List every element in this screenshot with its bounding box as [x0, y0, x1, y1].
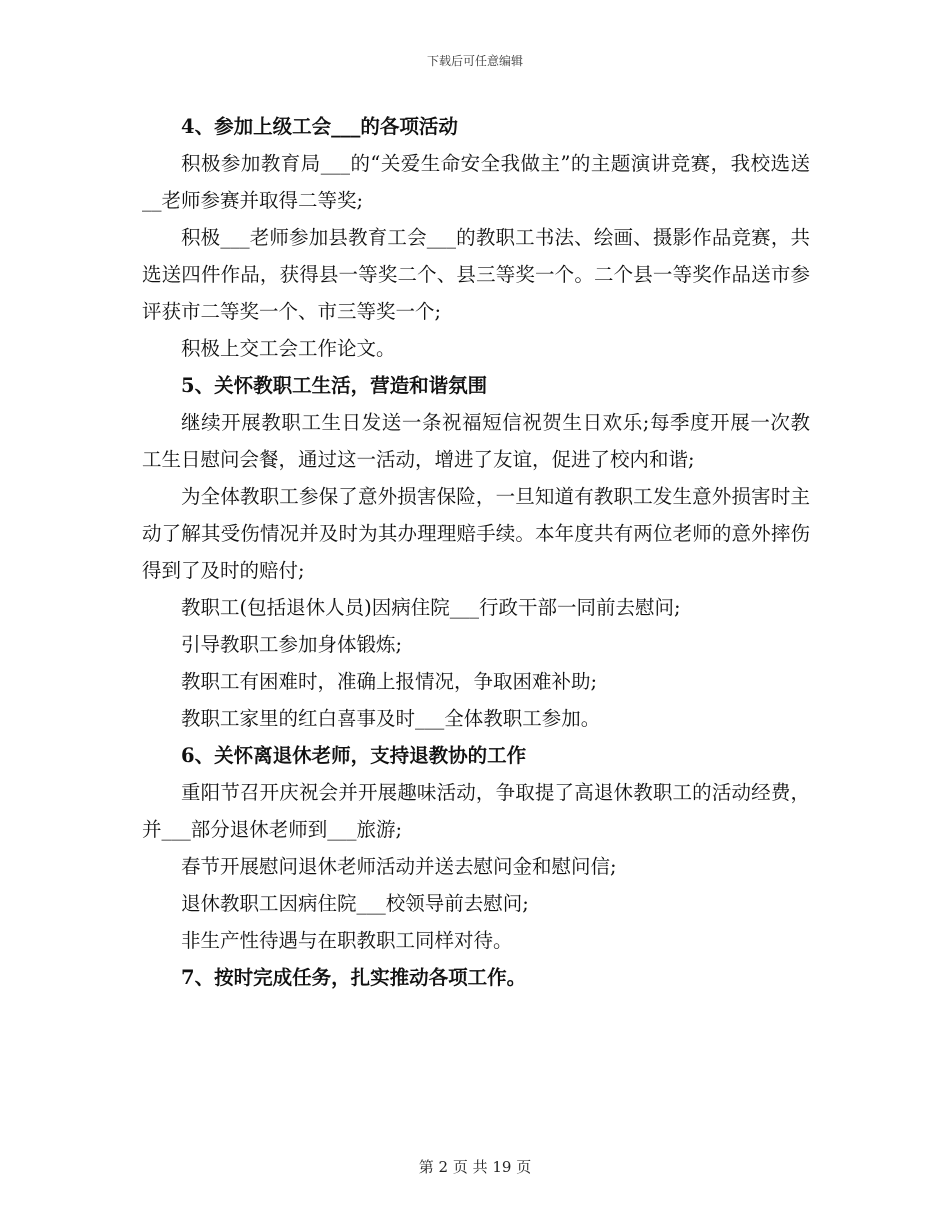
- paragraph: 春节开展慰问退休老师活动并送去慰问金和慰问信;: [181, 855, 617, 878]
- paragraph: 教职工(包括退休人员)因病住院___行政干部一同前去慰问;: [181, 596, 681, 619]
- page-number: 第 2 页 共 19 页: [418, 1158, 532, 1176]
- paragraph: 积极参加教育局___的“关爱生命安全我做主”的主题演讲竞赛，我校选送__老师参赛并取得二等奖;: [142, 152, 810, 212]
- paragraph: 非生产性待遇与在职教职工同样对待。: [181, 929, 513, 952]
- section-heading-5: 5、关怀教职工生活，营造和谐氛围: [181, 374, 488, 397]
- document-body: [142, 108, 810, 996]
- section-heading-6: 6、关怀离退休老师，支持退教协的工作: [181, 744, 527, 767]
- paragraph: 积极___老师参加县教育工会___的教职工书法、绘画、摄影作品竞赛，共选送四件作品，获得县一等奖二个、县三等奖一个。二个县一等奖作品送市参评获市二等奖一个、市三等奖一个;: [142, 226, 810, 323]
- paragraph: 教职工有困难时，准确上报情况，争取困难补助;: [181, 670, 598, 693]
- page-header-note: 下载后可任意编辑: [426, 54, 523, 68]
- paragraph: 退休教职工因病住院___校领导前去慰问;: [181, 892, 529, 915]
- section-heading-4: 4、参加上级工会___的各项活动: [181, 115, 458, 138]
- paragraph: 为全体教职工参保了意外损害保险，一旦知道有教职工发生意外损害时主动了解其受伤情况并及时为其办理理赔手续。本年度共有两位老师的意外摔伤得到了及时的赔付;: [142, 485, 810, 582]
- paragraph: 引导教职工参加身体锻炼;: [181, 633, 403, 656]
- paragraph: 教职工家里的红白喜事及时___全体教职工参加。: [181, 707, 601, 730]
- paragraph: 重阳节召开庆祝会并开展趣味活动，争取提了高退休教职工的活动经费，并___部分退休老师到___旅游;: [142, 781, 810, 841]
- paragraph: 继续开展教职工生日发送一条祝福短信祝贺生日欢乐;每季度开展一次教工生日慰问会餐，通过这一活动，增进了友谊，促进了校内和谐;: [142, 411, 810, 471]
- section-heading-7: 7、按时完成任务，扎实推动各项工作。: [181, 966, 527, 989]
- paragraph: 积极上交工会工作论文。: [181, 337, 396, 360]
